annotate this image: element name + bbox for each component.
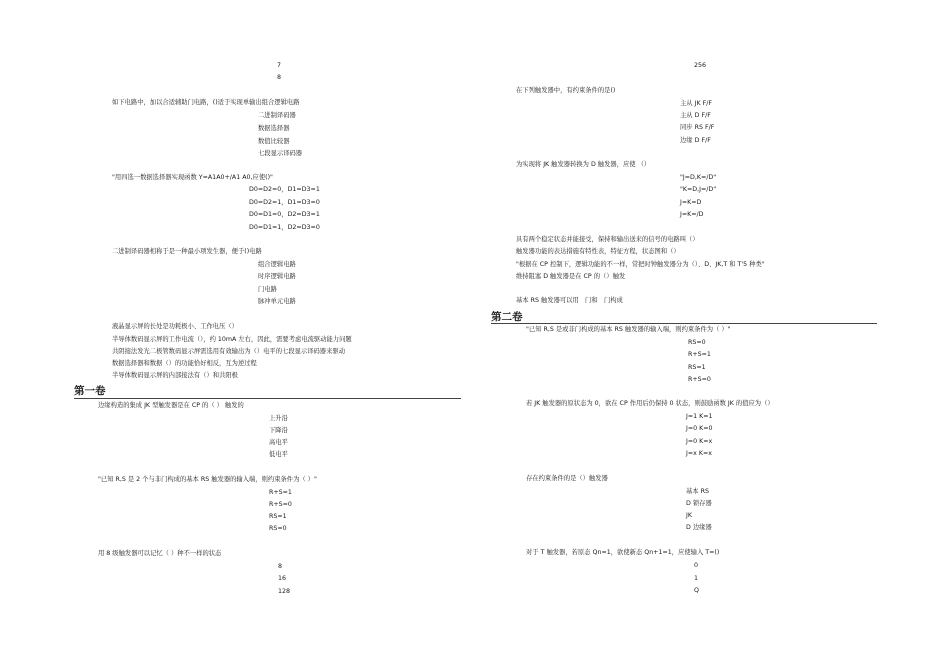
option: J=0 K=0 — [686, 425, 713, 432]
option: 低电平 — [269, 451, 288, 458]
fill-in-line: 半导体数码显示屏的内部接法有（）和共阳极 — [112, 372, 238, 379]
question-stem: 如下电路中，加以合适辅助门电路，()适于实现单输出组合逻辑电路 — [112, 99, 300, 106]
fill-in-line: "根据在 CP 控制下，逻辑功能的不一样，常把时钟触发器分为（）、D、JK,T 和 T'5 种类" — [516, 261, 765, 268]
section-divider — [74, 398, 461, 399]
fill-in-line: 具有两个稳定状态并能接受，保持和输出送来的信号的电路叫（） — [516, 236, 699, 243]
section-divider — [491, 323, 877, 324]
option: 128 — [278, 588, 291, 595]
option: 组合逻辑电路 — [258, 261, 296, 268]
option: "K=D,J=/D" — [680, 186, 717, 193]
fill-in-line: 液晶显示屏的长处是功耗极小、工作电压（） — [112, 323, 238, 330]
option: J=1 K=1 — [686, 413, 713, 420]
section-title: 第一卷 — [74, 385, 106, 397]
question-stem: 用 8 级触发器可以记忆（ ）种不一样的状态 — [98, 550, 222, 557]
option: D 锁存器 — [686, 500, 712, 507]
question-stem: "已知 R,S 是或非门构成的基本 RS 触发器的输入端，则约束条件为（ ）" — [526, 326, 731, 333]
fill-in-line: 数据选择器和数据（）的功能恰好相反，互为逆过程 — [112, 360, 257, 367]
option: R+S=1 — [688, 351, 711, 358]
option: Q — [694, 587, 699, 594]
option: 16 — [278, 575, 287, 582]
option: J=x K=x — [686, 450, 712, 457]
option: 同步 RS F/F — [680, 124, 715, 131]
option: 时序逻辑电路 — [258, 273, 296, 280]
option: RS=0 — [688, 339, 706, 346]
question-stem: 为实现将 JK 触发器转换为 D 触发器，应使 （） — [516, 161, 651, 168]
option: JK — [686, 512, 692, 519]
fill-in-line: 基本 RS 触发器可以用 门和 门构成 — [516, 297, 623, 304]
option: 脉冲单元电路 — [258, 298, 296, 305]
option: D0=D2=0，D1=D3=1 — [249, 186, 320, 193]
option: "J=D,K=/D" — [680, 174, 717, 181]
option: 数值比较器 — [258, 138, 290, 145]
option: 1 — [694, 575, 699, 582]
fill-in-line: 维持阻塞 D 触发器是在 CP 的（）触发 — [516, 273, 626, 280]
option: R+S=1 — [269, 489, 292, 496]
question-stem: 边缘构造的集成 JK 型触发器是在 CP 的（ ） 触发的 — [98, 402, 244, 409]
option: 8 — [278, 563, 283, 570]
option: J=0 K=x — [686, 438, 713, 445]
option: 下降沿 — [269, 427, 288, 434]
option: R+S=0 — [688, 376, 711, 383]
option: 基本 RS — [686, 488, 709, 495]
fill-in-line: 半导体数码显示屏的工作电流（），约 10mA 左右，因此，需要考虑电流驱动能力问题 — [112, 336, 352, 343]
option: 二进制译码器 — [258, 112, 296, 119]
question-stem: 若 JK 触发器的原状态为 0，欲在 CP 作用后仍保持 0 状态，则鼓励函数 JK 的值应为（） — [526, 400, 774, 407]
question-stem: "用四选一数据选择器实现函数 Y=A1A0+/A1 A0,应使()" — [112, 174, 273, 181]
option: 门电路 — [258, 286, 277, 293]
option: 上升沿 — [269, 415, 288, 422]
question-stem: 在下列触发器中，有约束条件的是() — [516, 87, 616, 94]
question-stem: 对于 T 触发器，若原态 Qn=1，欲使新态 Qn+1=1，应使输入 T=() — [526, 549, 720, 556]
fill-in-line: 触发器功能的表达措施有特性表，特征方程，状态图和（） — [516, 248, 680, 255]
option: 8 — [277, 74, 282, 81]
option: 边缘 D F/F — [680, 137, 711, 144]
option: R+S=0 — [269, 501, 292, 508]
option: RS=0 — [269, 525, 287, 532]
question-stem: "已知 R,S 是 2 个与非门构成的基本 RS 触发器的输入端，则约束条件为（ ）" — [98, 476, 317, 483]
option: RS=1 — [688, 364, 706, 371]
option: 7 — [277, 62, 282, 69]
question-stem: 存在约束条件的是（）触发器 — [526, 475, 608, 482]
question-stem: 二进制译码器相称于是一种最小项发生器，便于()电路 — [112, 248, 262, 255]
fill-in-line: 共阴接法发光二极管数码显示屏需选用有效输出为（）电平的七段显示译码器来驱动 — [112, 348, 345, 355]
option: 高电平 — [269, 439, 288, 446]
option: 主从 JK F/F — [680, 100, 712, 107]
option: 256 — [694, 62, 707, 69]
option: 主从 D F/F — [680, 112, 711, 119]
section-title: 第二卷 — [491, 311, 523, 323]
option: D 边缘器 — [686, 524, 712, 531]
option: 七段显示译码器 — [258, 150, 303, 157]
option: J=K=D — [680, 199, 702, 206]
option: D0=D1=1，D2=D3=0 — [249, 224, 320, 231]
option: J=K=/D — [680, 211, 704, 218]
option: D0=D1=0，D2=D3=1 — [249, 211, 320, 218]
option: D0=D2=1，D1=D3=0 — [249, 199, 320, 206]
option: RS=1 — [269, 513, 287, 520]
option: 0 — [694, 562, 699, 569]
option: 数据选择器 — [258, 125, 290, 132]
